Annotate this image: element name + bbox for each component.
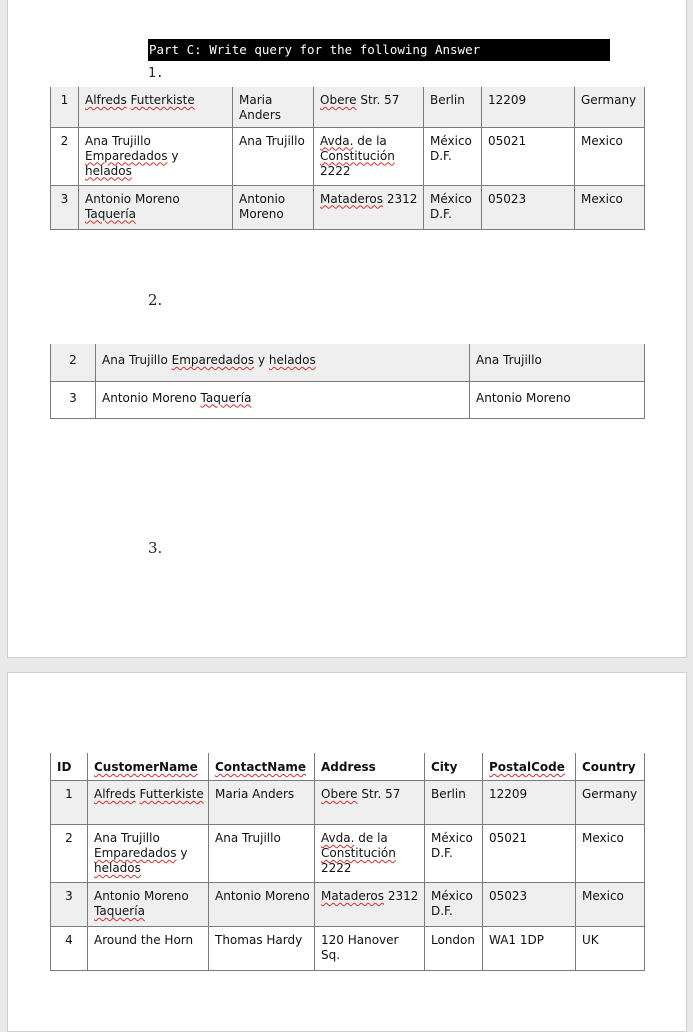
table-row — [51, 344, 645, 381]
cell-postal-code: 12209 — [482, 87, 575, 127]
cell-id: 2 — [51, 344, 96, 381]
cell-city: México D.F. — [425, 825, 483, 883]
item-3-label: 3. — [148, 539, 163, 557]
cell-id: 3 — [51, 883, 88, 927]
column-header-contact-name: ContactName — [209, 753, 315, 781]
column-header-address: Address — [315, 753, 425, 781]
table-row — [51, 927, 645, 971]
section-heading: Part C: Write query for the following Answer — [148, 39, 610, 61]
cell-customer-name: Alfreds Futterkiste — [79, 87, 233, 127]
cell-address: Obere Str. 57 — [315, 781, 425, 825]
cell-customer-name: Antonio Moreno Taquería — [79, 185, 233, 229]
cell-customer-name: Ana Trujillo Emparedados y helados — [79, 127, 233, 185]
column-header-id: ID — [51, 753, 88, 781]
table-row — [51, 87, 645, 127]
cell-customer-name: Alfreds Futterkiste — [88, 781, 209, 825]
cell-country: Mexico — [576, 825, 645, 883]
cell-city: México D.F. — [424, 185, 482, 229]
cell-country: Germany — [576, 781, 645, 825]
cell-contact-name: Ana Trujillo — [470, 344, 645, 381]
cell-postal-code: 05023 — [482, 185, 575, 229]
cell-contact-name: Antonio Moreno — [209, 883, 315, 927]
cell-address: Mataderos 2312 — [314, 185, 424, 229]
result-table-3 — [50, 753, 645, 971]
cell-country: UK — [576, 927, 645, 971]
cell-customer-name: Ana Trujillo Emparedados y helados — [96, 344, 470, 381]
column-header-customer-name: CustomerName — [88, 753, 209, 781]
cell-address: Obere Str. 57 — [314, 87, 424, 127]
column-header-postal-code: PostalCode — [483, 753, 576, 781]
table-row — [51, 381, 645, 418]
cell-postal-code: 05021 — [482, 127, 575, 185]
cell-id: 4 — [51, 927, 88, 971]
cell-country: Germany — [575, 87, 645, 127]
cell-customer-name: Ana Trujillo Emparedados y helados — [88, 825, 209, 883]
result-table-2 — [50, 344, 645, 419]
table-row — [51, 883, 645, 927]
header-row — [51, 753, 645, 781]
cell-id: 3 — [51, 185, 79, 229]
cell-address: Avda. de la Constitución 2222 — [315, 825, 425, 883]
table-row — [51, 127, 645, 185]
column-header-city: City — [425, 753, 483, 781]
cell-country: Mexico — [575, 185, 645, 229]
cell-country: Mexico — [576, 883, 645, 927]
cell-customer-name: Antonio Moreno Taquería — [96, 381, 470, 418]
result-table-3-header — [51, 753, 645, 781]
table-row — [51, 825, 645, 883]
cell-city: Berlin — [424, 87, 482, 127]
cell-city: London — [425, 927, 483, 971]
cell-id: 3 — [51, 381, 96, 418]
cell-id: 2 — [51, 127, 79, 185]
cell-contact-name: Maria Anders — [233, 87, 314, 127]
table-row — [51, 185, 645, 229]
cell-postal-code: 05021 — [483, 825, 576, 883]
cell-contact-name: Antonio Moreno — [233, 185, 314, 229]
result-table-3-body — [51, 781, 645, 971]
cell-city: México D.F. — [425, 883, 483, 927]
result-table-1 — [50, 87, 645, 230]
item-2-label: 2. — [148, 291, 163, 309]
result-table-2-body — [51, 344, 645, 418]
table-row — [51, 781, 645, 825]
cell-postal-code: WA1 1DP — [483, 927, 576, 971]
column-header-country: Country — [576, 753, 645, 781]
cell-contact-name: Antonio Moreno — [470, 381, 645, 418]
cell-contact-name: Ana Trujillo — [209, 825, 315, 883]
cell-contact-name: Ana Trujillo — [233, 127, 314, 185]
cell-id: 1 — [51, 781, 88, 825]
result-table-1-body — [51, 87, 645, 229]
cell-address: 120 Hanover Sq. — [315, 927, 425, 971]
cell-contact-name: Maria Anders — [209, 781, 315, 825]
cell-id: 2 — [51, 825, 88, 883]
cell-country: Mexico — [575, 127, 645, 185]
cell-contact-name: Thomas Hardy — [209, 927, 315, 971]
cell-customer-name: Around the Horn — [88, 927, 209, 971]
cell-address: Mataderos 2312 — [315, 883, 425, 927]
item-1-label: 1. — [148, 66, 164, 81]
document-page-2 — [7, 672, 687, 1032]
cell-city: Berlin — [425, 781, 483, 825]
cell-postal-code: 05023 — [483, 883, 576, 927]
cell-id: 1 — [51, 87, 79, 127]
cell-address: Avda. de la Constitución 2222 — [314, 127, 424, 185]
document-page-1 — [7, 0, 687, 658]
cell-customer-name: Antonio Moreno Taquería — [88, 883, 209, 927]
cell-postal-code: 12209 — [483, 781, 576, 825]
cell-city: México D.F. — [424, 127, 482, 185]
